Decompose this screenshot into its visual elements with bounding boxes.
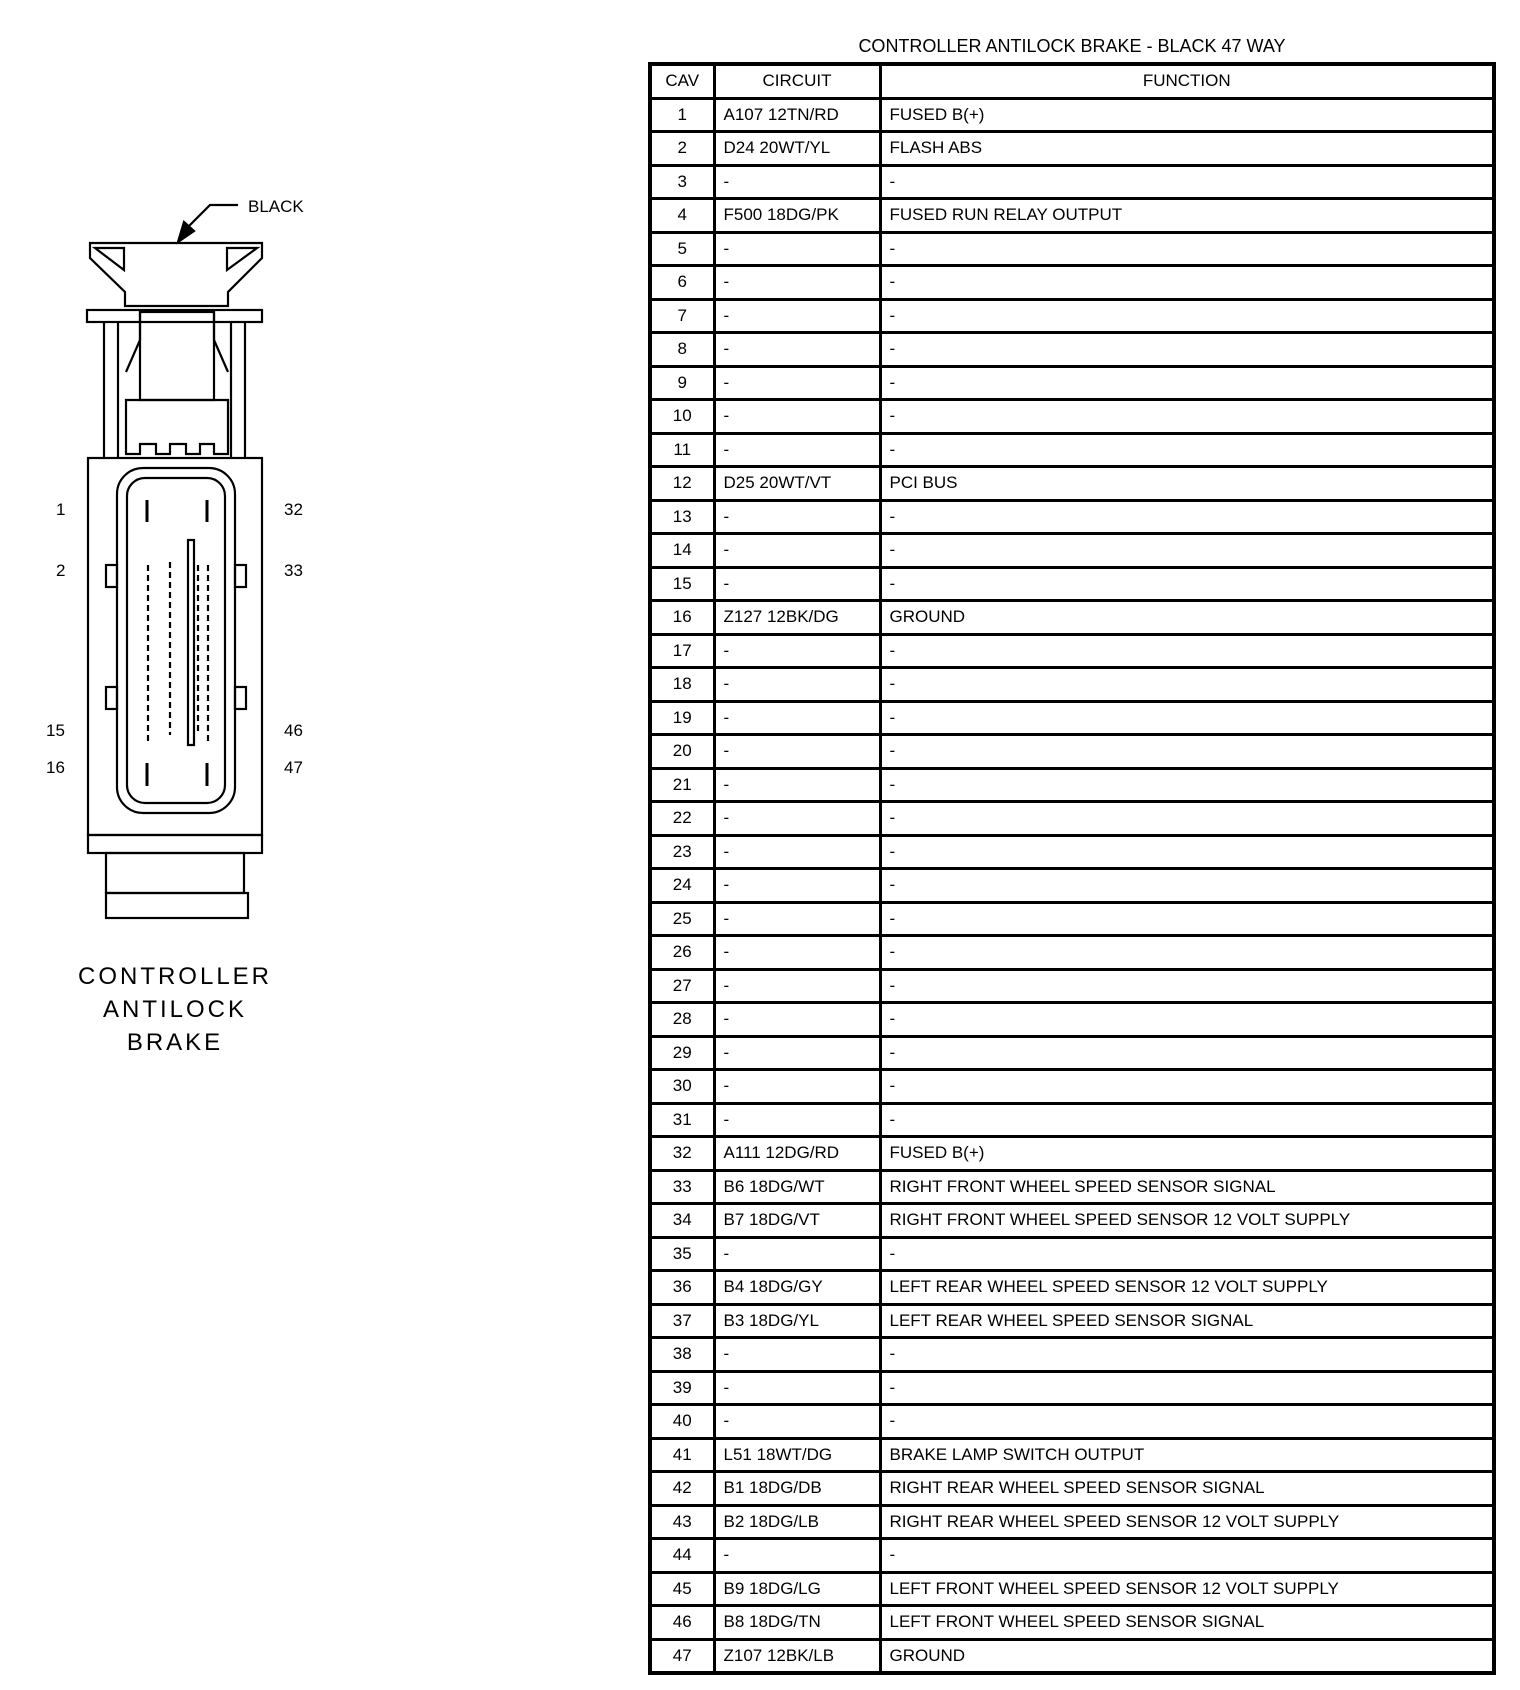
function-cell: LEFT REAR WHEEL SPEED SENSOR SIGNAL — [880, 1304, 1494, 1338]
function-cell: - — [880, 1003, 1494, 1037]
cav-cell: 29 — [650, 1036, 714, 1070]
circuit-cell: - — [714, 333, 880, 367]
table-row — [650, 601, 1494, 635]
table-row — [650, 98, 1494, 132]
circuit-cell: - — [714, 936, 880, 970]
table-row — [650, 433, 1494, 467]
pin-label-15: 15 — [46, 721, 65, 740]
cav-cell: 40 — [650, 1405, 714, 1439]
function-cell: - — [880, 768, 1494, 802]
circuit-cell: - — [714, 1036, 880, 1070]
cav-cell: 5 — [650, 232, 714, 266]
table-row — [650, 869, 1494, 903]
table-row — [650, 1070, 1494, 1104]
circuit-cell: - — [714, 835, 880, 869]
cav-cell: 21 — [650, 768, 714, 802]
function-cell: RIGHT REAR WHEEL SPEED SENSOR 12 VOLT SUPPLY — [880, 1505, 1494, 1539]
table-row — [650, 567, 1494, 601]
caption-line-1: CONTROLLER — [77, 963, 273, 990]
table-row — [650, 1003, 1494, 1037]
notch-block — [126, 400, 228, 454]
table-row — [650, 802, 1494, 836]
function-cell: - — [880, 1103, 1494, 1137]
function-cell: - — [880, 567, 1494, 601]
cav-cell: 2 — [650, 132, 714, 166]
table-row — [650, 1137, 1494, 1171]
function-cell: - — [880, 1036, 1494, 1070]
table-row — [650, 1271, 1494, 1305]
pinout-table — [648, 62, 1496, 1675]
table-row — [650, 500, 1494, 534]
circuit-cell: A107 12TN/RD — [714, 98, 880, 132]
function-cell: FLASH ABS — [880, 132, 1494, 166]
circuit-cell: - — [714, 701, 880, 735]
circuit-cell: B9 18DG/LG — [714, 1572, 880, 1606]
function-cell: - — [880, 500, 1494, 534]
circuit-cell: - — [714, 165, 880, 199]
table-row — [650, 165, 1494, 199]
cav-cell: 19 — [650, 701, 714, 735]
header-cav: CAV — [650, 64, 714, 98]
circuit-cell: B6 18DG/WT — [714, 1170, 880, 1204]
table-row — [650, 1472, 1494, 1506]
cav-cell: 15 — [650, 567, 714, 601]
table-row — [650, 1405, 1494, 1439]
function-cell: RIGHT FRONT WHEEL SPEED SENSOR SIGNAL — [880, 1170, 1494, 1204]
function-cell: PCI BUS — [880, 467, 1494, 501]
table-row — [650, 400, 1494, 434]
function-cell: - — [880, 1338, 1494, 1372]
table-row — [650, 199, 1494, 233]
table-row — [650, 1639, 1494, 1673]
circuit-cell: A111 12DG/RD — [714, 1137, 880, 1171]
cav-cell: 35 — [650, 1237, 714, 1271]
function-cell: - — [880, 299, 1494, 333]
cav-cell: 34 — [650, 1204, 714, 1238]
function-cell: - — [880, 902, 1494, 936]
cav-cell: 6 — [650, 266, 714, 300]
function-cell: - — [880, 802, 1494, 836]
caption-line-3: BRAKE — [126, 1029, 224, 1056]
circuit-cell: - — [714, 1371, 880, 1405]
function-cell: - — [880, 634, 1494, 668]
table-row — [650, 1539, 1494, 1573]
table-row — [650, 735, 1494, 769]
table-row — [650, 835, 1494, 869]
circuit-cell: - — [714, 534, 880, 568]
table-row — [650, 1606, 1494, 1640]
cav-cell: 18 — [650, 668, 714, 702]
circuit-cell: B4 18DG/GY — [714, 1271, 880, 1305]
pin-face-inner — [127, 478, 225, 803]
table-row — [650, 266, 1494, 300]
function-cell: - — [880, 165, 1494, 199]
function-cell: - — [880, 701, 1494, 735]
circuit-cell: - — [714, 1103, 880, 1137]
function-cell: - — [880, 936, 1494, 970]
circuit-cell: B8 18DG/TN — [714, 1606, 880, 1640]
function-cell: - — [880, 400, 1494, 434]
circuit-cell: - — [714, 969, 880, 1003]
circuit-cell: - — [714, 735, 880, 769]
connector-caption — [40, 960, 310, 1059]
function-cell: FUSED B(+) — [880, 1137, 1494, 1171]
connector-drawing — [0, 0, 560, 1100]
circuit-cell: - — [714, 232, 880, 266]
circuit-cell: - — [714, 768, 880, 802]
circuit-cell: - — [714, 1405, 880, 1439]
cav-cell: 43 — [650, 1505, 714, 1539]
cav-cell: 24 — [650, 869, 714, 903]
function-cell: FUSED RUN RELAY OUTPUT — [880, 199, 1494, 233]
cav-cell: 37 — [650, 1304, 714, 1338]
cav-cell: 10 — [650, 400, 714, 434]
function-cell: - — [880, 534, 1494, 568]
function-cell: BRAKE LAMP SWITCH OUTPUT — [880, 1438, 1494, 1472]
table-row — [650, 1036, 1494, 1070]
table-row — [650, 1170, 1494, 1204]
table-row — [650, 634, 1494, 668]
bottom-step — [106, 853, 244, 893]
cav-cell: 27 — [650, 969, 714, 1003]
circuit-cell: - — [714, 634, 880, 668]
cav-cell: 4 — [650, 199, 714, 233]
function-cell: - — [880, 232, 1494, 266]
circuit-cell: B7 18DG/VT — [714, 1204, 880, 1238]
function-cell: RIGHT FRONT WHEEL SPEED SENSOR 12 VOLT SUPPLY — [880, 1204, 1494, 1238]
function-cell: LEFT FRONT WHEEL SPEED SENSOR 12 VOLT SUPPLY — [880, 1572, 1494, 1606]
table-header-row — [650, 64, 1494, 98]
cav-cell: 13 — [650, 500, 714, 534]
circuit-cell: L51 18WT/DG — [714, 1438, 880, 1472]
pin-label-46: 46 — [284, 721, 303, 740]
cav-cell: 31 — [650, 1103, 714, 1137]
circuit-cell: Z127 12BK/DG — [714, 601, 880, 635]
cav-cell: 47 — [650, 1639, 714, 1673]
table-row — [650, 1371, 1494, 1405]
circuit-cell: - — [714, 400, 880, 434]
table-row — [650, 299, 1494, 333]
cav-cell: 9 — [650, 366, 714, 400]
table-row — [650, 936, 1494, 970]
circuit-cell: B2 18DG/LB — [714, 1505, 880, 1539]
caption-line-2: ANTILOCK — [102, 996, 248, 1023]
cav-cell: 25 — [650, 902, 714, 936]
function-cell: - — [880, 1539, 1494, 1573]
function-cell: - — [880, 735, 1494, 769]
circuit-cell: - — [714, 366, 880, 400]
function-cell: - — [880, 869, 1494, 903]
function-cell: - — [880, 969, 1494, 1003]
cav-cell: 1 — [650, 98, 714, 132]
cav-cell: 42 — [650, 1472, 714, 1506]
circuit-cell: F500 18DG/PK — [714, 199, 880, 233]
function-cell: - — [880, 668, 1494, 702]
cav-cell: 26 — [650, 936, 714, 970]
black-leader-line — [185, 205, 238, 230]
table-row — [650, 534, 1494, 568]
circuit-cell: - — [714, 1338, 880, 1372]
pin-label-16: 16 — [46, 758, 65, 777]
cav-cell: 20 — [650, 735, 714, 769]
circuit-cell: - — [714, 567, 880, 601]
pin-face-outer — [117, 468, 235, 813]
latch-outline — [90, 243, 262, 306]
circuit-cell: - — [714, 299, 880, 333]
function-cell: - — [880, 266, 1494, 300]
table-row — [650, 768, 1494, 802]
bottom-cap — [106, 893, 248, 918]
pin-label-2: 2 — [56, 561, 66, 580]
pin-label-33: 33 — [284, 561, 303, 580]
circuit-cell: - — [714, 1539, 880, 1573]
circuit-cell: - — [714, 668, 880, 702]
table-row — [650, 333, 1494, 367]
black-arrowhead — [178, 222, 194, 242]
circuit-cell: - — [714, 802, 880, 836]
cav-cell: 33 — [650, 1170, 714, 1204]
table-row — [650, 1438, 1494, 1472]
function-cell: RIGHT REAR WHEEL SPEED SENSOR SIGNAL — [880, 1472, 1494, 1506]
cav-cell: 44 — [650, 1539, 714, 1573]
circuit-cell: - — [714, 500, 880, 534]
table-row — [650, 701, 1494, 735]
cav-cell: 36 — [650, 1271, 714, 1305]
table-row — [650, 467, 1494, 501]
cav-cell: 11 — [650, 433, 714, 467]
pinout-table-section — [648, 30, 1496, 1675]
table-row — [650, 668, 1494, 702]
circuit-cell: - — [714, 1070, 880, 1104]
function-cell: FUSED B(+) — [880, 98, 1494, 132]
function-cell: - — [880, 1237, 1494, 1271]
circuit-cell: - — [714, 869, 880, 903]
table-row — [650, 1204, 1494, 1238]
cav-cell: 45 — [650, 1572, 714, 1606]
table-row — [650, 902, 1494, 936]
table-row — [650, 366, 1494, 400]
cav-cell: 12 — [650, 467, 714, 501]
pin-label-47: 47 — [284, 758, 303, 777]
table-row — [650, 969, 1494, 1003]
circuit-cell: - — [714, 902, 880, 936]
function-cell: - — [880, 433, 1494, 467]
cav-cell: 8 — [650, 333, 714, 367]
table-title: CONTROLLER ANTILOCK BRAKE - BLACK 47 WAY — [858, 36, 1286, 56]
cav-cell: 30 — [650, 1070, 714, 1104]
table-row — [650, 1505, 1494, 1539]
cav-cell: 7 — [650, 299, 714, 333]
circuit-cell: B3 18DG/YL — [714, 1304, 880, 1338]
table-row — [650, 1103, 1494, 1137]
black-label: BLACK — [248, 197, 304, 216]
function-cell: - — [880, 835, 1494, 869]
function-cell: - — [880, 1405, 1494, 1439]
cav-cell: 41 — [650, 1438, 714, 1472]
function-cell: GROUND — [880, 1639, 1494, 1673]
cav-cell: 22 — [650, 802, 714, 836]
cav-cell: 38 — [650, 1338, 714, 1372]
function-cell: LEFT FRONT WHEEL SPEED SENSOR SIGNAL — [880, 1606, 1494, 1640]
cav-cell: 32 — [650, 1137, 714, 1171]
circuit-cell: Z107 12BK/LB — [714, 1639, 880, 1673]
function-cell: GROUND — [880, 601, 1494, 635]
function-cell: - — [880, 1371, 1494, 1405]
header-circuit: CIRCUIT — [714, 64, 880, 98]
cav-cell: 46 — [650, 1606, 714, 1640]
table-row — [650, 132, 1494, 166]
cav-cell: 3 — [650, 165, 714, 199]
circuit-cell: - — [714, 433, 880, 467]
function-cell: - — [880, 333, 1494, 367]
bottom-ledge — [88, 835, 262, 853]
function-cell: LEFT REAR WHEEL SPEED SENSOR 12 VOLT SUPPLY — [880, 1271, 1494, 1305]
circuit-cell: D25 20WT/VT — [714, 467, 880, 501]
circuit-cell: - — [714, 266, 880, 300]
cav-cell: 17 — [650, 634, 714, 668]
table-row — [650, 1572, 1494, 1606]
table-row — [650, 1304, 1494, 1338]
pin-label-32: 32 — [284, 500, 303, 519]
cav-cell: 39 — [650, 1371, 714, 1405]
circuit-cell: - — [714, 1003, 880, 1037]
circuit-cell: B1 18DG/DB — [714, 1472, 880, 1506]
pin-label-1: 1 — [56, 500, 66, 519]
cav-cell: 28 — [650, 1003, 714, 1037]
center-block — [140, 312, 214, 400]
table-row — [650, 1338, 1494, 1372]
table-row — [650, 1237, 1494, 1271]
header-function: FUNCTION — [880, 64, 1494, 98]
cav-cell: 16 — [650, 601, 714, 635]
circuit-cell: - — [714, 1237, 880, 1271]
function-cell: - — [880, 366, 1494, 400]
circuit-cell: D24 20WT/YL — [714, 132, 880, 166]
table-row — [650, 232, 1494, 266]
table-body — [650, 98, 1494, 1673]
function-cell: - — [880, 1070, 1494, 1104]
cav-cell: 23 — [650, 835, 714, 869]
cav-cell: 14 — [650, 534, 714, 568]
